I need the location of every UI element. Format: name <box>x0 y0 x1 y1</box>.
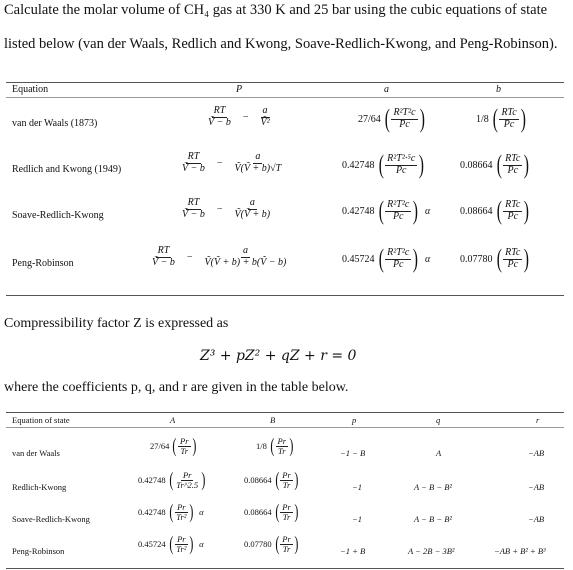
alpha-factor: α <box>424 205 431 217</box>
table1-row-b <box>460 246 531 272</box>
B-coefficient: 0.08664 <box>244 475 272 485</box>
pressure-term1-num: RT <box>157 245 170 256</box>
table1-header-equation: Equation <box>12 84 49 95</box>
pressure-term2-num: a <box>262 105 268 116</box>
minus-sign: − <box>186 251 193 263</box>
A-coefficient: 27/64 <box>150 441 170 451</box>
b-fraction-num: RTc <box>505 247 521 258</box>
table2-row-A <box>150 436 197 456</box>
B-fraction-num: Pr <box>277 435 287 446</box>
a-coefficient: 0.42748 <box>342 159 375 171</box>
pressure-term1-den: Ṽ − b <box>182 162 205 174</box>
A-coefficient: 0.42748 <box>138 475 166 485</box>
A-fraction-num: Pr <box>180 435 189 446</box>
pressure-term1 <box>206 106 233 128</box>
a-fraction <box>385 154 417 176</box>
table2-row-q: A − B − B² <box>414 514 452 524</box>
B-coefficient: 0.07780 <box>244 539 272 549</box>
B-fraction-den: Tr <box>282 479 291 490</box>
table1-row-name: Redlich and Kwong (1949) <box>12 164 122 175</box>
table2-row-A <box>138 502 204 522</box>
table2-row-p: −1 − B <box>340 448 366 458</box>
table2-row-name: Redlich-Kwong <box>12 482 67 492</box>
table2-header-r: r <box>536 415 540 425</box>
table1-bottom-rule <box>6 295 564 296</box>
table2-row-q: A − 2B − 3B² <box>408 546 455 556</box>
pressure-term2-num: a <box>255 151 261 162</box>
B-fraction-num: Pr <box>282 501 291 512</box>
B-fraction-den: Tr <box>282 543 291 554</box>
a-fraction-num: R²T²c <box>393 107 416 118</box>
table2-header-rule <box>6 427 564 428</box>
b-coefficient: 0.08664 <box>460 159 493 171</box>
table1-row-b <box>476 106 527 132</box>
table2-header-q: q <box>436 415 441 425</box>
a-fraction-den: Pc <box>392 210 404 222</box>
table1-row-name: Peng-Robinson <box>12 258 74 269</box>
minus-sign: − <box>216 203 223 215</box>
pressure-term1-num: RT <box>213 105 226 116</box>
pressure-term2-num: a <box>242 245 248 256</box>
paren-group: ( $\frac{\text{R²T²c}}{Pc}$ ) <box>378 244 419 273</box>
table1-row-name: van der Waals (1873) <box>12 118 98 129</box>
a-coefficient: 0.45724 <box>342 253 375 265</box>
table1-header-p: P <box>236 84 243 95</box>
table1-row-a <box>342 152 426 178</box>
A-fraction-den: Tr^2.5 <box>176 479 199 490</box>
pressure-term1-num: RT <box>187 151 200 162</box>
A-fraction <box>178 437 191 456</box>
table1-row-pressure <box>180 198 272 220</box>
pressure-term1 <box>150 246 177 268</box>
a-fraction <box>385 248 411 270</box>
A-coefficient: 0.45724 <box>138 539 166 549</box>
paren-group: ( $\frac{Pr}{Tr}$ ) <box>274 469 299 491</box>
table2-row-r: −AB <box>528 448 545 458</box>
table2-row-A <box>138 534 204 554</box>
pressure-term1-den: Ṽ − b <box>208 116 231 128</box>
table1-row-pressure <box>180 152 283 174</box>
table2-row-q: A − B − B² <box>414 482 452 492</box>
pressure-term2-den: Ṽ(Ṽ + b) + b(Ṽ − b) <box>204 256 287 268</box>
table2-row-p: −1 + B <box>340 546 366 556</box>
B-fraction <box>280 503 293 522</box>
b-fraction <box>503 200 522 222</box>
b-coefficient: 1/8 <box>476 113 489 125</box>
A-fraction-den: Tr² <box>176 543 187 554</box>
pressure-term1 <box>180 152 207 174</box>
paren-group: ( $\frac{Pr}{Tr}$ ) <box>274 501 299 523</box>
paren-group: ( $\frac{Pr}{Tr}$ ) <box>274 533 299 555</box>
table2-row-name: Peng-Robinson <box>12 546 65 556</box>
table1-row-a <box>342 246 430 272</box>
table2-bottom-rule <box>6 568 564 569</box>
pressure-term2-den: Ṽ² <box>260 116 270 128</box>
a-fraction-num: R²T²·⁵c <box>387 153 416 164</box>
paren-group: ( $\frac{\text{R²T²c}}{Pc}$ ) <box>384 104 425 133</box>
problem-line-2: listed below (van der Waals, Redlich and Kwong, Soave-Redlich-Kwong, and Peng-Robinson). <box>4 36 558 52</box>
alpha-factor: α <box>424 253 431 265</box>
paren-group: ( $\frac{\text{RTc}}{Pc}$ ) <box>496 196 530 225</box>
B-fraction <box>280 471 293 490</box>
B-coefficient: 1/8 <box>256 441 267 451</box>
table2-row-r: −AB + B² + B³ <box>494 546 546 556</box>
table2-row-p: −1 <box>352 482 362 492</box>
A-fraction-num: Pr <box>182 469 192 480</box>
paren-group: ( $\frac{Pr}{\text{Tr²}}$ ) <box>168 533 194 555</box>
pressure-term1 <box>180 198 207 220</box>
a-fraction-num: R²T²c <box>387 199 410 210</box>
b-fraction <box>503 154 522 176</box>
a-coefficient: 0.42748 <box>342 205 375 217</box>
A-fraction <box>174 503 188 522</box>
b-fraction-num: RTc <box>505 153 521 164</box>
paren-group: ( $\frac{Pr}{Tr\^{}2.5}$ ) <box>168 469 206 491</box>
table1-row-b <box>460 152 531 178</box>
compress-text: Compressibility factor Z is expressed as <box>4 316 229 331</box>
alpha-factor: α <box>199 539 204 549</box>
b-fraction-den: Pc <box>507 258 519 270</box>
paren-group: ( $\frac{\text{R²T²·⁵c}}{Pc}$ ) <box>378 150 425 179</box>
table1-top-rule <box>6 82 564 83</box>
table1-row-a <box>358 106 426 132</box>
A-fraction-num: Pr <box>177 501 186 512</box>
A-fraction <box>174 535 188 554</box>
b-fraction-den: Pc <box>503 118 515 130</box>
a-fraction <box>385 200 411 222</box>
pressure-term2-num: a <box>249 197 255 208</box>
pressure-term2 <box>259 106 272 128</box>
table2-row-B <box>244 502 299 522</box>
B-fraction-num: Pr <box>282 469 291 480</box>
A-coefficient: 0.42748 <box>138 507 166 517</box>
table1-row-name: Soave-Redlich-Kwong <box>12 210 104 221</box>
pressure-term1-num: RT <box>187 197 200 208</box>
cubic-equation: Z³ + pZ² + qZ + r = 0 <box>200 348 357 364</box>
b-fraction <box>499 108 518 130</box>
table1-header-rule <box>6 97 564 98</box>
B-fraction-den: Tr <box>282 511 291 522</box>
coef-text: where the coefficients p, q, and r are given in the table below. <box>4 380 349 395</box>
table2-row-r: −AB <box>528 482 545 492</box>
table1-header-b: b <box>496 84 501 95</box>
b-coefficient: 0.08664 <box>460 205 493 217</box>
table2-row-q: A <box>436 448 442 458</box>
table1-header-a: a <box>384 84 389 95</box>
B-fraction-den: Tr <box>278 445 286 456</box>
a-fraction-den: Pc <box>399 118 410 130</box>
table2-header-A: A <box>170 415 176 425</box>
table2-row-A <box>138 470 207 490</box>
pressure-term2 <box>203 246 289 268</box>
alpha-factor: α <box>199 507 204 517</box>
b-fraction-num: RTc <box>501 107 517 118</box>
minus-sign: − <box>242 111 249 123</box>
paren-group: ( $\frac{Pr}{Tr}$ ) <box>172 435 196 457</box>
table2-top-rule <box>6 412 564 413</box>
paren-group: ( $\frac{\text{RTc}}{Pc}$ ) <box>496 244 530 273</box>
A-fraction-den: Tr <box>180 445 189 456</box>
a-fraction-num: R²T²c <box>387 247 410 258</box>
table2-row-B <box>244 470 299 490</box>
pressure-term2-den: Ṽ(Ṽ + b) <box>234 208 271 220</box>
table2-row-name: van der Waals <box>12 448 60 458</box>
table2-row-name: Soave-Redlich-Kwong <box>12 514 90 524</box>
b-fraction <box>503 248 522 270</box>
A-fraction <box>174 471 200 490</box>
b-coefficient: 0.07780 <box>460 253 493 265</box>
table1-row-pressure <box>206 106 272 128</box>
A-fraction-num: Pr <box>177 533 186 544</box>
b-fraction-num: RTc <box>505 199 521 210</box>
b-fraction-den: Pc <box>507 210 519 222</box>
pressure-term1-den: Ṽ − b <box>152 256 175 268</box>
table1-row-a <box>342 198 430 224</box>
table2-row-r: −AB <box>528 514 545 524</box>
table1-row-b <box>460 198 531 224</box>
A-fraction-den: Tr² <box>176 511 187 522</box>
a-fraction-den: Pc <box>392 258 404 270</box>
pressure-term1-den: Ṽ − b <box>182 208 205 220</box>
paren-group: ( $\frac{\text{RTc}}{Pc}$ ) <box>496 150 530 179</box>
pressure-term2-den: Ṽ(Ṽ + b)√T <box>234 162 282 174</box>
b-fraction-den: Pc <box>507 164 519 176</box>
table2-header-p: p <box>352 415 357 425</box>
pressure-term2 <box>233 198 273 220</box>
B-fraction <box>276 437 289 456</box>
table2-row-p: −1 <box>352 514 362 524</box>
a-fraction-den: Pc <box>395 164 407 176</box>
table2-header-eos: Equation of state <box>12 415 70 425</box>
paren-group: ( $\frac{\text{R²T²c}}{Pc}$ ) <box>378 196 419 225</box>
table2-row-B <box>244 534 299 554</box>
paren-group: ( $\frac{Pr}{Tr}$ ) <box>270 435 294 457</box>
a-coefficient: 27/64 <box>358 113 381 125</box>
problem-line-1: Calculate the molar volume of CH₄ gas at 330 K and 25 bar using the cubic equations of state <box>4 2 548 18</box>
table2-row-B <box>256 436 295 456</box>
B-fraction-num: Pr <box>282 533 291 544</box>
minus-sign: − <box>216 157 223 169</box>
pressure-term2 <box>233 152 284 174</box>
B-fraction <box>280 535 293 554</box>
paren-group: ( $\frac{\text{RTc}}{Pc}$ ) <box>492 104 526 133</box>
table2-header-B: B <box>270 415 276 425</box>
a-fraction <box>391 108 417 130</box>
paren-group: ( $\frac{Pr}{\text{Tr²}}$ ) <box>168 501 194 523</box>
table1-row-pressure <box>150 246 288 268</box>
B-coefficient: 0.08664 <box>244 507 272 517</box>
